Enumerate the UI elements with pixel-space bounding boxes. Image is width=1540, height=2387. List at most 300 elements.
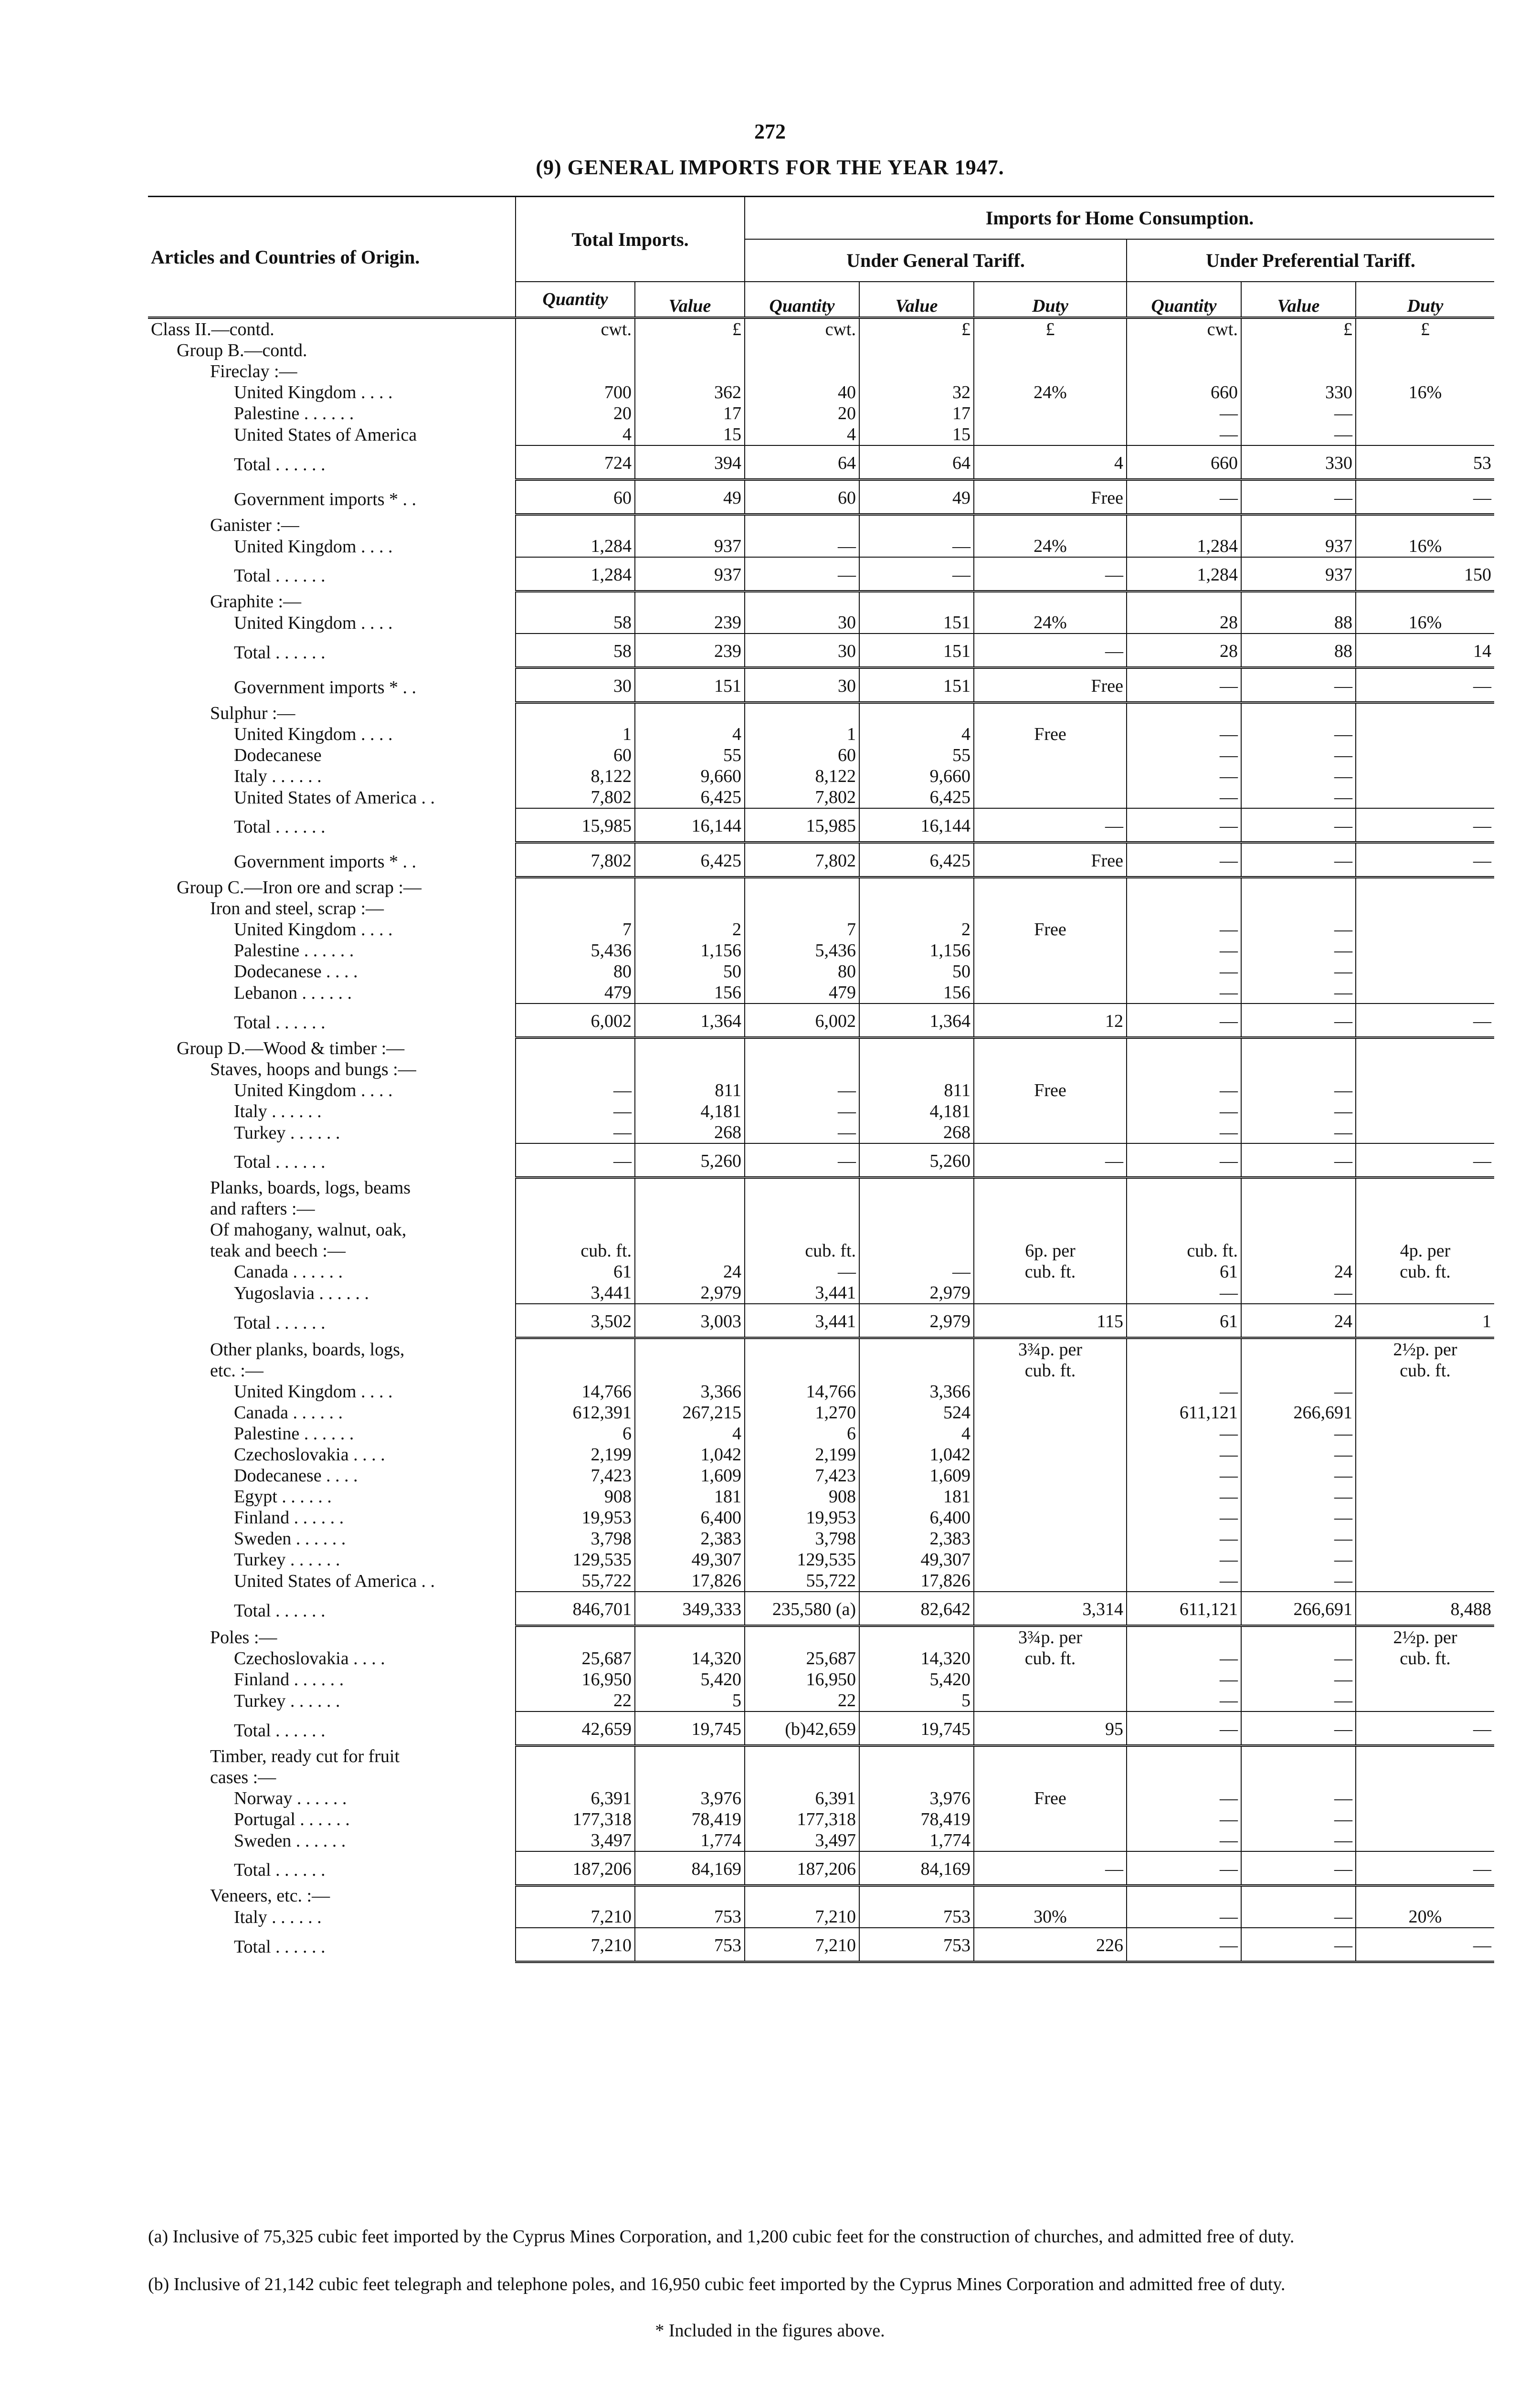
general-quantity-cell: 177,318 — [745, 1809, 859, 1830]
general-value-cell — [859, 1038, 974, 1059]
total-quantity-cell: 187,206 — [516, 1851, 635, 1886]
preferential-quantity-cell — [1127, 1338, 1241, 1361]
table-row — [148, 1885, 1494, 1906]
preferential-value-cell: — — [1241, 1711, 1356, 1746]
table-row — [148, 1648, 1494, 1669]
preferential-quantity-cell — [1127, 1746, 1241, 1767]
general-quantity-cell: — — [745, 1080, 859, 1101]
total-value-cell: 753 — [635, 1906, 745, 1928]
general-quantity-cell — [745, 1746, 859, 1767]
table-row — [148, 382, 1494, 403]
preferential-duty-cell — [1356, 1219, 1494, 1240]
general-quantity-cell: 3,441 — [745, 1282, 859, 1304]
general-duty-cell: 4 — [974, 445, 1127, 480]
preferential-quantity-cell — [1127, 1177, 1241, 1198]
general-value-cell: 1,774 — [859, 1830, 974, 1851]
general-duty-cell — [974, 1282, 1127, 1304]
preferential-duty-cell — [1356, 1885, 1494, 1906]
preferential-value-cell: — — [1241, 1444, 1356, 1465]
row-label: and rafters :— — [210, 1199, 315, 1219]
general-duty-cell: 12 — [974, 1003, 1127, 1038]
general-quantity-cell: 80 — [745, 961, 859, 982]
general-value-cell: 49 — [859, 480, 974, 515]
preferential-value-cell: 24 — [1241, 1304, 1356, 1338]
table-body — [148, 318, 1494, 1962]
preferential-duty-cell — [1356, 591, 1494, 612]
preferential-duty-cell: 14 — [1356, 634, 1494, 668]
general-duty-cell — [974, 766, 1127, 787]
general-duty-cell: 3,314 — [974, 1592, 1127, 1626]
table-row — [148, 1261, 1494, 1282]
preferential-quantity-cell: — — [1127, 1282, 1241, 1304]
total-value-cell — [635, 361, 745, 382]
general-quantity-cell: 7 — [745, 919, 859, 940]
preferential-quantity-cell — [1127, 1219, 1241, 1240]
col-header-quantity: Quantity — [745, 282, 859, 318]
row-label: United States of America . . — [234, 1571, 435, 1591]
row-label: Yugoslavia . . . . . . — [234, 1283, 369, 1303]
general-quantity-cell — [745, 340, 859, 361]
preferential-value-cell — [1241, 1059, 1356, 1080]
table-total-row — [148, 1304, 1494, 1338]
total-quantity-cell: 3,441 — [516, 1282, 635, 1304]
table-row — [148, 1528, 1494, 1549]
preferential-duty-cell — [1356, 1080, 1494, 1101]
preferential-duty-cell — [1356, 745, 1494, 766]
general-quantity-cell: 19,953 — [745, 1507, 859, 1528]
preferential-value-cell: — — [1241, 424, 1356, 445]
preferential-quantity-cell: 1,284 — [1127, 536, 1241, 557]
table-total-row — [148, 1851, 1494, 1886]
preferential-quantity-cell: 611,121 — [1127, 1592, 1241, 1626]
total-quantity-cell: 3,497 — [516, 1830, 635, 1851]
preferential-value-cell: — — [1241, 1465, 1356, 1486]
preferential-quantity-cell — [1127, 361, 1241, 382]
general-duty-cell — [974, 361, 1127, 382]
preferential-value-cell: — — [1241, 1690, 1356, 1711]
general-quantity-cell: 30 — [745, 668, 859, 703]
row-label: Group D.—Wood & timber :— — [177, 1038, 405, 1058]
row-label: Government imports * . . — [234, 677, 417, 697]
row-label: Government imports * . . — [234, 852, 417, 872]
general-value-cell: 1,156 — [859, 940, 974, 961]
total-quantity-cell — [516, 1038, 635, 1059]
general-duty-cell — [974, 591, 1127, 612]
total-quantity-cell: 20 — [516, 403, 635, 424]
row-label: Total . . . . . . — [234, 817, 326, 837]
general-duty-cell: cub. ft. — [974, 1360, 1127, 1381]
preferential-value-cell: 937 — [1241, 557, 1356, 591]
general-duty-cell: 3¾p. per — [974, 1338, 1127, 1361]
row-label: Total . . . . . . — [234, 1012, 326, 1033]
table-total-row — [148, 445, 1494, 480]
row-label: Norway . . . . . . — [234, 1788, 347, 1808]
preferential-quantity-cell: — — [1127, 745, 1241, 766]
total-imports-header: Total Imports. — [516, 197, 745, 282]
table-row — [148, 1570, 1494, 1592]
general-value-cell — [859, 1885, 974, 1906]
general-value-cell — [859, 1338, 974, 1361]
preferential-quantity-cell: — — [1127, 1788, 1241, 1809]
row-label: United Kingdom . . . . — [234, 382, 393, 402]
preferential-quantity-cell — [1127, 1767, 1241, 1788]
preferential-value-cell — [1241, 1177, 1356, 1198]
preferential-value-cell: — — [1241, 1648, 1356, 1669]
total-value-cell: 181 — [635, 1486, 745, 1507]
total-value-cell: 1,364 — [635, 1003, 745, 1038]
table-row — [148, 877, 1494, 898]
general-quantity-cell: 6,002 — [745, 1003, 859, 1038]
total-quantity-cell: 16,950 — [516, 1669, 635, 1690]
preferential-value-cell — [1241, 703, 1356, 724]
general-value-cell — [859, 1746, 974, 1767]
row-label: Government imports * . . — [234, 489, 417, 509]
total-quantity-cell — [516, 877, 635, 898]
general-value-cell — [859, 340, 974, 361]
total-value-cell — [635, 1038, 745, 1059]
table-row — [148, 1282, 1494, 1304]
preferential-quantity-cell: 28 — [1127, 612, 1241, 634]
general-value-cell: 3,976 — [859, 1788, 974, 1809]
total-value-cell — [635, 1338, 745, 1361]
general-quantity-cell: 60 — [745, 480, 859, 515]
general-value-cell: 268 — [859, 1122, 974, 1143]
row-label: Total . . . . . . — [234, 642, 326, 663]
preferential-duty-cell — [1356, 1282, 1494, 1304]
general-duty-cell — [974, 1830, 1127, 1851]
preferential-duty-cell — [1356, 1038, 1494, 1059]
table-row — [148, 745, 1494, 766]
table-row — [148, 318, 1494, 340]
table-total-row — [148, 1143, 1494, 1178]
row-label: Palestine . . . . . . — [234, 403, 354, 423]
preferential-quantity-cell: — — [1127, 1444, 1241, 1465]
table-row — [148, 1507, 1494, 1528]
preferential-quantity-cell: — — [1127, 1528, 1241, 1549]
preferential-duty-cell: 2½p. per — [1356, 1626, 1494, 1648]
total-quantity-cell: 6,391 — [516, 1788, 635, 1809]
general-value-cell — [859, 898, 974, 919]
total-value-cell — [635, 1219, 745, 1240]
general-duty-cell — [974, 877, 1127, 898]
table-row — [148, 1360, 1494, 1381]
preferential-quantity-cell — [1127, 1198, 1241, 1219]
preferential-duty-cell — [1356, 424, 1494, 445]
preferential-duty-cell: 4p. per — [1356, 1240, 1494, 1261]
general-value-cell: 5,260 — [859, 1143, 974, 1178]
home-consumption-header: Imports for Home Consumption. — [745, 197, 1494, 240]
table-row — [148, 787, 1494, 808]
preferential-duty-cell: — — [1356, 1003, 1494, 1038]
general-duty-cell — [974, 1767, 1127, 1788]
preferential-quantity-cell: — — [1127, 480, 1241, 515]
general-value-cell — [859, 1059, 974, 1080]
preferential-duty-cell — [1356, 1746, 1494, 1767]
general-quantity-cell: — — [745, 557, 859, 591]
total-quantity-cell — [516, 361, 635, 382]
preferential-quantity-cell — [1127, 877, 1241, 898]
total-value-cell: 267,215 — [635, 1402, 745, 1423]
row-label: Fireclay :— — [210, 361, 297, 381]
total-value-cell: 50 — [635, 961, 745, 982]
general-duty-cell: — — [974, 634, 1127, 668]
preferential-value-cell: — — [1241, 1003, 1356, 1038]
general-duty-cell: Free — [974, 724, 1127, 745]
total-quantity-cell: cwt. — [516, 318, 635, 340]
preferential-quantity-cell: — — [1127, 1669, 1241, 1690]
general-value-cell — [859, 1626, 974, 1648]
table-row — [148, 724, 1494, 745]
total-value-cell — [635, 1177, 745, 1198]
general-quantity-cell: 20 — [745, 403, 859, 424]
total-value-cell: 1,774 — [635, 1830, 745, 1851]
preferential-value-cell: — — [1241, 1282, 1356, 1304]
general-quantity-cell: 6 — [745, 1423, 859, 1444]
total-quantity-cell — [516, 1767, 635, 1788]
row-label: Total . . . . . . — [234, 566, 326, 586]
preferential-quantity-cell: 61 — [1127, 1261, 1241, 1282]
preferential-duty-cell — [1356, 1101, 1494, 1122]
preferential-quantity-cell: — — [1127, 1507, 1241, 1528]
general-value-cell: 9,660 — [859, 766, 974, 787]
general-duty-cell — [974, 1570, 1127, 1592]
preferential-duty-cell — [1356, 1809, 1494, 1830]
preferential-duty-cell — [1356, 403, 1494, 424]
table-row — [148, 1101, 1494, 1122]
general-duty-cell — [974, 1690, 1127, 1711]
preferential-quantity-cell — [1127, 515, 1241, 536]
row-label: United States of America . . — [234, 787, 435, 808]
table-row — [148, 919, 1494, 940]
general-value-cell: 17 — [859, 403, 974, 424]
preferential-duty-cell — [1356, 1788, 1494, 1809]
preferential-duty-cell — [1356, 1423, 1494, 1444]
table-row — [148, 536, 1494, 557]
preferential-quantity-cell — [1127, 1626, 1241, 1648]
row-label: United Kingdom . . . . — [234, 1080, 393, 1100]
row-label: Dodecanese — [234, 745, 322, 765]
general-value-cell: — — [859, 1261, 974, 1282]
total-quantity-cell — [516, 1338, 635, 1361]
preferential-value-cell: — — [1241, 1906, 1356, 1928]
total-quantity-cell — [516, 1177, 635, 1198]
general-value-cell: 2,383 — [859, 1528, 974, 1549]
total-value-cell: 268 — [635, 1122, 745, 1143]
total-quantity-cell: 6 — [516, 1423, 635, 1444]
general-duty-cell: Free — [974, 842, 1127, 877]
total-quantity-cell: 7,802 — [516, 842, 635, 877]
preferential-quantity-cell: — — [1127, 1080, 1241, 1101]
general-value-cell: 753 — [859, 1906, 974, 1928]
general-value-cell: 151 — [859, 668, 974, 703]
total-value-cell: 6,425 — [635, 787, 745, 808]
total-quantity-cell: 1,284 — [516, 557, 635, 591]
preferential-tariff-header: Under Preferential Tariff. — [1127, 239, 1494, 282]
table-row — [148, 1465, 1494, 1486]
footnote-b: (b) Inclusive of 21,142 cubic feet telegraph and telephone poles, and 16,950 cubic feet imported by the Cyprus Mines Corporation and admitted free of duty. — [148, 2274, 1286, 2294]
preferential-value-cell — [1241, 1746, 1356, 1767]
preferential-value-cell: — — [1241, 1928, 1356, 1962]
general-value-cell: 15 — [859, 424, 974, 445]
total-value-cell: 937 — [635, 536, 745, 557]
preferential-value-cell: — — [1241, 1143, 1356, 1178]
general-quantity-cell — [745, 1198, 859, 1219]
preferential-duty-cell — [1356, 1830, 1494, 1851]
table-row — [148, 1038, 1494, 1059]
preferential-quantity-cell: cub. ft. — [1127, 1240, 1241, 1261]
total-value-cell: 49,307 — [635, 1549, 745, 1570]
row-label: Group B.—contd. — [177, 340, 307, 360]
preferential-duty-cell: — — [1356, 1143, 1494, 1178]
total-quantity-cell: 177,318 — [516, 1809, 635, 1830]
preferential-duty-cell: cub. ft. — [1356, 1648, 1494, 1669]
preferential-duty-cell: — — [1356, 1711, 1494, 1746]
general-value-cell: 78,419 — [859, 1809, 974, 1830]
general-value-cell: 32 — [859, 382, 974, 403]
preferential-value-cell: — — [1241, 1381, 1356, 1402]
general-value-cell: £ — [859, 318, 974, 340]
general-duty-cell — [974, 1059, 1127, 1080]
table-row — [148, 403, 1494, 424]
row-label: United Kingdom . . . . — [234, 724, 393, 744]
preferential-quantity-cell: — — [1127, 1809, 1241, 1830]
preferential-quantity-cell: — — [1127, 1648, 1241, 1669]
general-quantity-cell — [745, 1626, 859, 1648]
general-value-cell: 1,364 — [859, 1003, 974, 1038]
table-row — [148, 1669, 1494, 1690]
general-value-cell: 4,181 — [859, 1101, 974, 1122]
general-value-cell: 151 — [859, 612, 974, 634]
general-duty-cell: Free — [974, 1788, 1127, 1809]
general-duty-cell: — — [974, 1143, 1127, 1178]
total-quantity-cell: 55,722 — [516, 1570, 635, 1592]
table-total-row — [148, 1592, 1494, 1626]
general-quantity-cell: 7,210 — [745, 1906, 859, 1928]
row-label: United Kingdom . . . . — [234, 919, 393, 940]
general-duty-cell — [974, 982, 1127, 1003]
table-row — [148, 1381, 1494, 1402]
total-quantity-cell: 3,798 — [516, 1528, 635, 1549]
preferential-duty-cell: cub. ft. — [1356, 1261, 1494, 1282]
general-duty-cell: — — [974, 557, 1127, 591]
preferential-value-cell: — — [1241, 1528, 1356, 1549]
total-value-cell: 5,420 — [635, 1669, 745, 1690]
row-label: United Kingdom . . . . — [234, 536, 393, 557]
total-value-cell: 5 — [635, 1690, 745, 1711]
table-row — [148, 591, 1494, 612]
general-quantity-cell: 7,423 — [745, 1465, 859, 1486]
total-quantity-cell: 42,659 — [516, 1711, 635, 1746]
general-duty-cell: — — [974, 808, 1127, 843]
total-value-cell: 239 — [635, 612, 745, 634]
general-quantity-cell — [745, 1038, 859, 1059]
preferential-duty-cell: 16% — [1356, 612, 1494, 634]
total-value-cell: 14,320 — [635, 1648, 745, 1669]
table-row — [148, 1549, 1494, 1570]
total-quantity-cell: 5,436 — [516, 940, 635, 961]
general-duty-cell: Free — [974, 668, 1127, 703]
preferential-duty-cell — [1356, 724, 1494, 745]
table-total-row — [148, 480, 1494, 515]
general-duty-cell — [974, 1669, 1127, 1690]
row-label: Total . . . . . . — [234, 1152, 326, 1172]
row-label: Total . . . . . . — [234, 1600, 326, 1621]
table-total-row — [148, 1003, 1494, 1038]
table-total-row — [148, 557, 1494, 591]
general-quantity-cell — [745, 1219, 859, 1240]
total-quantity-cell: 25,687 — [516, 1648, 635, 1669]
total-value-cell: 15 — [635, 424, 745, 445]
table-row — [148, 1809, 1494, 1830]
total-value-cell: 2,979 — [635, 1282, 745, 1304]
total-quantity-cell — [516, 1059, 635, 1080]
general-value-cell: 6,425 — [859, 842, 974, 877]
preferential-duty-cell — [1356, 1549, 1494, 1570]
table-total-row — [148, 808, 1494, 843]
general-duty-cell: 115 — [974, 1304, 1127, 1338]
preferential-quantity-cell: 61 — [1127, 1304, 1241, 1338]
preferential-quantity-cell: — — [1127, 961, 1241, 982]
general-duty-cell — [974, 898, 1127, 919]
total-value-cell: £ — [635, 318, 745, 340]
general-quantity-cell: 8,122 — [745, 766, 859, 787]
preferential-quantity-cell: — — [1127, 1381, 1241, 1402]
general-value-cell: — — [859, 557, 974, 591]
preferential-value-cell — [1241, 1626, 1356, 1648]
table-row — [148, 961, 1494, 982]
general-quantity-cell: 2,199 — [745, 1444, 859, 1465]
total-value-cell: 3,366 — [635, 1381, 745, 1402]
row-label: cases :— — [210, 1767, 276, 1787]
preferential-duty-cell — [1356, 515, 1494, 536]
row-label: Italy . . . . . . — [234, 1101, 322, 1121]
preferential-duty-cell: 1 — [1356, 1304, 1494, 1338]
general-quantity-cell: 22 — [745, 1690, 859, 1711]
total-quantity-cell: 60 — [516, 745, 635, 766]
total-quantity-cell: 8,122 — [516, 766, 635, 787]
footnote-star: * Included in the figures above. — [655, 2321, 885, 2341]
preferential-value-cell: — — [1241, 961, 1356, 982]
preferential-quantity-cell: — — [1127, 403, 1241, 424]
preferential-quantity-cell: 660 — [1127, 382, 1241, 403]
preferential-quantity-cell: — — [1127, 1003, 1241, 1038]
table-row — [148, 1402, 1494, 1423]
preferential-duty-cell: — — [1356, 1928, 1494, 1962]
preferential-value-cell: — — [1241, 982, 1356, 1003]
general-duty-cell — [974, 340, 1127, 361]
preferential-duty-cell — [1356, 1486, 1494, 1507]
row-label: Dodecanese . . . . — [234, 961, 358, 982]
row-label: Palestine . . . . . . — [234, 1424, 354, 1444]
total-quantity-cell: 724 — [516, 445, 635, 480]
general-duty-cell: cub. ft. — [974, 1261, 1127, 1282]
table-row — [148, 982, 1494, 1003]
preferential-duty-cell: — — [1356, 808, 1494, 843]
total-value-cell — [635, 1240, 745, 1261]
general-value-cell — [859, 1219, 974, 1240]
table-row — [148, 1626, 1494, 1648]
total-quantity-cell — [516, 1219, 635, 1240]
total-value-cell — [635, 515, 745, 536]
total-quantity-cell: — — [516, 1101, 635, 1122]
table-row — [148, 898, 1494, 919]
table-total-row — [148, 842, 1494, 877]
general-duty-cell: 226 — [974, 1928, 1127, 1962]
preferential-value-cell: 266,691 — [1241, 1402, 1356, 1423]
general-value-cell: 2,979 — [859, 1304, 974, 1338]
preferential-value-cell: — — [1241, 1486, 1356, 1507]
preferential-duty-cell — [1356, 1444, 1494, 1465]
